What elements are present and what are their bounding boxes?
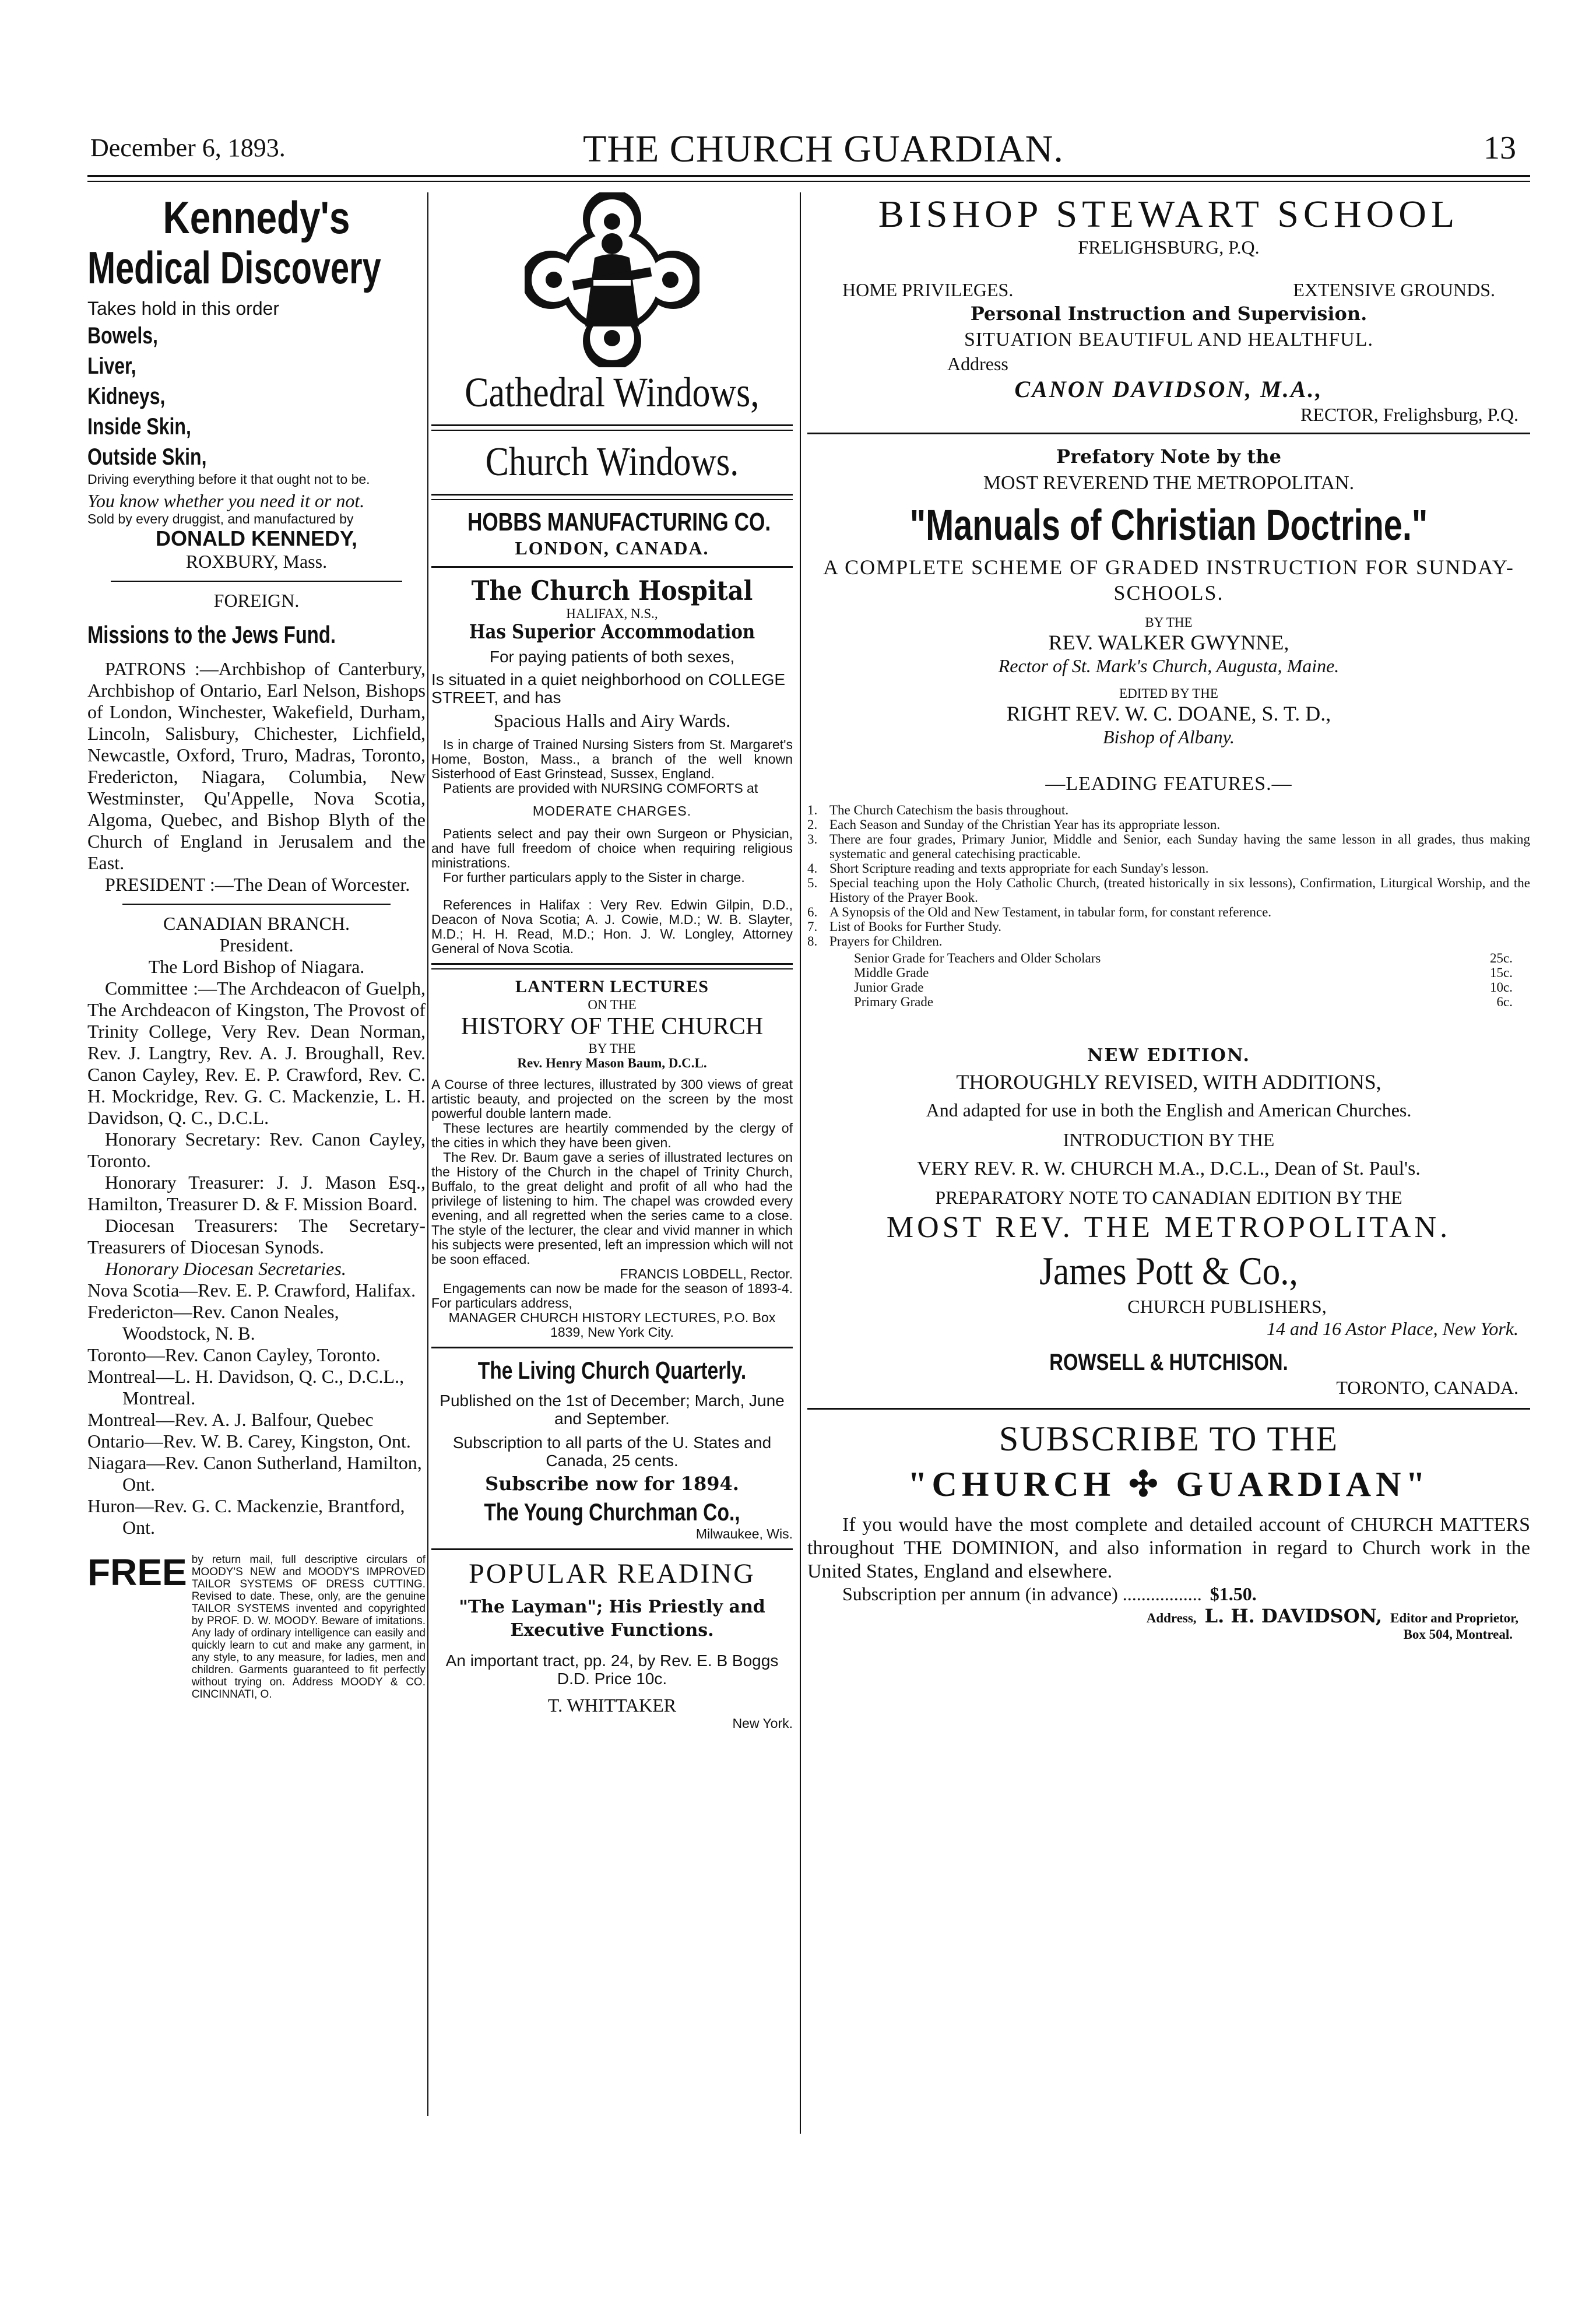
complete-scheme: A COMPLETE SCHEME OF GRADED INSTRUCTION FOR SUNDAY-SCHOOLS. bbox=[823, 556, 1514, 605]
committee-text: Committee :—The Archdeacon of Guelph, The Archdeacon of Kingston, The Provost of Trinity College, Very Rev. Dean Norman, Rev. J. Langtry, Rev. A. J. Broughall, Rev. Canon Cayley, Rev. E. P. Crawford, Rev. C. H. Mockridge, Rev. G. C. Mackenzie, L. H. Davidson, Q. C., D.C.L. bbox=[87, 978, 426, 1128]
diocesan-treasurers: Diocesan Treasurers: The Secretary-Treasurers of Diocesan Synods. bbox=[87, 1215, 426, 1257]
kennedy-subtitle: Medical Discovery bbox=[87, 242, 381, 293]
school-location: FRELIGHSBURG, P.Q. bbox=[1078, 237, 1260, 258]
column-rule-1 bbox=[427, 192, 428, 2116]
price-value: 15c. bbox=[1490, 965, 1513, 980]
divider bbox=[431, 494, 793, 500]
kennedy-intro: Takes hold in this order bbox=[87, 298, 280, 319]
divider bbox=[431, 1347, 793, 1348]
albany: Bishop of Albany. bbox=[1102, 726, 1235, 747]
subscription-line bbox=[842, 1583, 1530, 1605]
lecture-baum-text: The Rev. Dr. Baum gave a series of illustrated lectures on the History of the Church in the chapel of Trinity Church, Buffalo, to the great delight and profit of all who had the privilege of listening to him. The chapel was crowded every evening, and all regretted when the series came to a close. The style of the lecturer, the clear and vivid manner in which his subjects were presented, left an impression which will not be soon effaced. bbox=[431, 1150, 793, 1267]
secretary-entry: Toronto—Rev. Canon Cayley, Toronto. bbox=[87, 1344, 381, 1365]
young-churchman: The Young Churchman Co., bbox=[484, 1498, 740, 1526]
walker-gwynne: REV. WALKER GWYNNE, bbox=[1048, 631, 1289, 654]
lecture-lobdell: FRANCIS LOBDELL, Rector. bbox=[620, 1266, 793, 1281]
price-grade: Senior Grade for Teachers and Older Scholars bbox=[854, 951, 1101, 965]
rowsell-location: TORONTO, CANADA. bbox=[1336, 1377, 1518, 1398]
manuals-title: "Manuals of Christian Doctrine." bbox=[909, 501, 1428, 549]
kennedy-item: Outside Skin, bbox=[87, 444, 207, 470]
issue-date: December 6, 1893. bbox=[90, 134, 286, 162]
feature-text: Prayers for Children. bbox=[829, 934, 943, 948]
school-address-label: Address bbox=[947, 353, 1008, 374]
lecture-engage: Engagements can now be made for the season of 1893-4. For particulars address, bbox=[431, 1281, 793, 1311]
column-2 bbox=[431, 192, 793, 1731]
feature-number: 5. bbox=[807, 876, 818, 890]
price-row bbox=[807, 965, 1513, 980]
price-value: 25c. bbox=[1490, 951, 1513, 965]
quarterly-published: Published on the 1st of December; March, June and September. bbox=[440, 1392, 785, 1428]
prefatory-note: Prefatory Note by the bbox=[1056, 445, 1281, 468]
price-grade: Primary Grade bbox=[854, 995, 934, 1009]
hobbs-company: HOBBS MANUFACTURING CO. bbox=[467, 508, 771, 536]
personal-instruction: Personal Instruction and Supervision. bbox=[970, 303, 1368, 325]
lecture-commended: These lectures are heartily commended by the clergy of the cities in which they have been given. bbox=[431, 1120, 793, 1150]
canadian-heading: CANADIAN BRANCH. bbox=[163, 913, 350, 934]
kennedy-item: Kidneys, bbox=[87, 384, 166, 409]
kennedy-title: Kennedy's bbox=[163, 192, 350, 243]
president-text: PRESIDENT :—The Dean of Worcester. bbox=[105, 874, 410, 895]
feature-number: 4. bbox=[807, 861, 818, 876]
rowsell-hutchison: ROWSELL & HUTCHISON. bbox=[1049, 1350, 1288, 1375]
secretary-entry: Montreal—L. H. Davidson, Q. C., D.C.L., Montreal. bbox=[87, 1366, 405, 1408]
kennedy-know: You know whether you need it or not. bbox=[87, 490, 365, 511]
davidson-name: L. H. DAVIDSON, bbox=[1204, 1605, 1382, 1627]
divider bbox=[807, 433, 1530, 434]
layman-title: "The Layman"; His Priestly and Executive Functions. bbox=[459, 1597, 765, 1640]
whittaker-location: New York. bbox=[732, 1716, 793, 1731]
column-rule-2 bbox=[800, 192, 801, 2134]
free-ad-head: FREE bbox=[87, 1551, 187, 1593]
lantern-by-the: BY THE bbox=[588, 1041, 636, 1056]
canon-davidson: CANON DAVIDSON, M.A., bbox=[1014, 376, 1323, 402]
thoroughly-revised: THOROUGHLY REVISED, WITH ADDITIONS, bbox=[956, 1070, 1381, 1094]
hospital-comforts: Patients are provided with NURSING COMFORTS at bbox=[443, 781, 758, 796]
hospital-city: HALIFAX, N.S., bbox=[566, 606, 658, 621]
feature-text: Short Scripture reading and texts appropriate for each Sunday's lesson. bbox=[829, 861, 1209, 876]
free-ad bbox=[87, 1551, 426, 1701]
manuals-by: BY THE bbox=[1145, 615, 1193, 630]
hospital-accommodation: Has Superior Accommodation bbox=[469, 620, 755, 644]
popular-reading: POPULAR READING bbox=[469, 1558, 755, 1589]
hon-secretary: Honorary Secretary: Rev. Canon Cayley, Toronto. bbox=[87, 1129, 426, 1171]
price-value: 10c. bbox=[1490, 980, 1513, 995]
introduction-by: INTRODUCTION BY THE bbox=[1063, 1129, 1275, 1150]
kennedy-place: ROXBURY, Mass. bbox=[185, 551, 328, 572]
layman-tract: An important tract, pp. 24, by Rev. E. B Boggs D.D. Price 10c. bbox=[445, 1652, 779, 1688]
feature-text: The Church Catechism the basis throughout. bbox=[829, 803, 1069, 817]
kennedy-maker: DONALD KENNEDY, bbox=[155, 526, 358, 550]
feature-number: 2. bbox=[807, 817, 818, 832]
divider bbox=[431, 566, 793, 568]
divider bbox=[122, 904, 391, 905]
lecture-manager: MANAGER CHURCH HISTORY LECTURES, P.O. Box 1839, New York City. bbox=[448, 1310, 776, 1340]
divider bbox=[431, 424, 793, 431]
school-features bbox=[842, 279, 1495, 301]
kennedy-item: Liver, bbox=[87, 353, 136, 379]
hospital-situated: Is situated in a quiet neighborhood on COLLEGE STREET, and has bbox=[431, 670, 786, 707]
new-edition: NEW EDITION. bbox=[1087, 1045, 1250, 1066]
subscription-price: $1.50. bbox=[1210, 1583, 1257, 1604]
adapted-churches: And adapted for use in both the English and American Churches. bbox=[926, 1099, 1412, 1120]
gwynne-role: Rector of St. Mark's Church, Augusta, Maine. bbox=[998, 655, 1340, 676]
subscription-label: Subscription per annum (in advance) ................. bbox=[842, 1583, 1202, 1604]
subscribe-info: If you would have the most complete and detailed account of CHURCH MATTERS throughout THE DOMINION, and also information in regard to Church work in the United States, England and elsewhere. bbox=[807, 1514, 1530, 1582]
feature-item bbox=[807, 876, 1530, 905]
feature-number: 3. bbox=[807, 832, 818, 846]
free-ad-text: by return mail, full descriptive circulars of MOODY'S NEW and MOODY'S IMPROVED TAILOR SYSTEMS OF DRESS CUTTING. Revised to date. These, only, are the genuine TAILOR SYSTEMS invented and copyrighted by PROF. D. W. MOODY. Beware of imitations. Any lady of ordinary intelligence can easily and quickly learn to cut and make any garment, in any style, to any measure, for ladies, men and children. Garments guaranteed to fit perfectly without trying on. Address MOODY & CO. CINCINNATI, O. bbox=[191, 1554, 426, 1701]
hospital-select: Patients select and pay their own Surgeon or Physician, and have full freedom of choice when requiring religious ministrations. bbox=[431, 826, 793, 870]
feature-text: List of Books for Further Study. bbox=[829, 919, 1001, 934]
hospital-further: For further particulars apply to the Sister in charge. bbox=[443, 870, 745, 885]
church-guardian-title: "CHURCH ✣ GUARDIAN" bbox=[908, 1465, 1430, 1503]
school-rector: RECTOR, Frelighsburg, P.Q. bbox=[1300, 404, 1518, 425]
lecture-course: A Course of three lectures, illustrated by 300 views of great artistic beauty, and projected on the screen by the most powerful double lantern made. bbox=[431, 1077, 793, 1121]
james-pott: James Pott & Co., bbox=[1039, 1249, 1298, 1293]
young-location: Milwaukee, Wis. bbox=[695, 1526, 793, 1541]
preparatory-note: PREPARATORY NOTE TO CANADIAN EDITION BY THE bbox=[935, 1187, 1402, 1208]
divider bbox=[807, 1408, 1530, 1410]
home-privileges: HOME PRIVILEGES. bbox=[842, 279, 1014, 300]
feature-text: Each Season and Sunday of the Christian Year has its appropriate lesson. bbox=[829, 817, 1221, 832]
history-of-church: HISTORY OF THE CHURCH bbox=[460, 1013, 764, 1040]
davidson-box: Box 504, Montreal. bbox=[1403, 1627, 1513, 1642]
kennedy-ad bbox=[87, 192, 426, 572]
feature-item bbox=[807, 832, 1530, 861]
page-number: 13 bbox=[1483, 130, 1516, 166]
feature-item bbox=[807, 861, 1530, 876]
whittaker: T. WHITTAKER bbox=[547, 1695, 677, 1716]
most-rev-metropolitan: MOST REV. THE METROPOLITAN. bbox=[886, 1211, 1451, 1244]
very-rev-church: VERY REV. R. W. CHURCH M.A., D.C.L., Dean of St. Paul's. bbox=[917, 1158, 1421, 1179]
president-name: The Lord Bishop of Niagara. bbox=[148, 956, 365, 977]
pott-address: 14 and 16 Astor Place, New York. bbox=[1266, 1318, 1518, 1339]
doane: RIGHT REV. W. C. DOANE, S. T. D., bbox=[1006, 702, 1331, 725]
features-list bbox=[807, 803, 1530, 948]
church-publishers: CHURCH PUBLISHERS, bbox=[1127, 1296, 1327, 1317]
price-grade: Junior Grade bbox=[854, 980, 924, 995]
hospital-charge: Is in charge of Trained Nursing Sisters from St. Margaret's Home, Boston, Mass., a branch of the well known Sisterhood of East Grinstead, Sussex, England. bbox=[431, 737, 793, 781]
feature-number: 6. bbox=[807, 905, 818, 919]
rev-baum: Rev. Henry Mason Baum, D.C.L. bbox=[517, 1056, 707, 1070]
price-row bbox=[807, 980, 1513, 995]
feature-item bbox=[807, 905, 1530, 919]
cathedral-windows: Cathedral Windows, bbox=[465, 369, 760, 416]
feature-number: 1. bbox=[807, 803, 818, 817]
missions-heading: Missions to the Jews Fund. bbox=[87, 621, 336, 648]
lantern-lectures: LANTERN LECTURES bbox=[515, 977, 709, 996]
feature-number: 8. bbox=[807, 934, 818, 948]
divider bbox=[431, 1548, 793, 1550]
church-windows: Church Windows. bbox=[485, 440, 739, 484]
hon-treasurer: Honorary Treasurer: J. J. Mason Esq., Hamilton, Treasurer D. & F. Mission Board. bbox=[87, 1172, 426, 1214]
hospital-patients: For paying patients of both sexes, bbox=[489, 648, 735, 666]
patrons-text: PATRONS :—Archbishop of Canterbury, Archbishop of Ontario, Earl Nelson, Bishops of London, Winchester, Wakefield, Durham, Lincoln, Salisbury, Chichester, Lichfield, Newcastle, Oxford, Truro, Madras, Toronto, Fredericton, Niagara, Columbia, New Westminster, Qu'Appelle, Nova Scotia, Algoma, Quebec, and Bishop Blyth of the Church of England in Jerusalem and the East. bbox=[87, 658, 426, 873]
extensive-grounds: EXTENSIVE GROUNDS. bbox=[1293, 279, 1495, 300]
column-3 bbox=[807, 192, 1530, 1642]
kennedy-item: Inside Skin, bbox=[87, 414, 191, 440]
stained-glass-emblem-icon bbox=[525, 192, 699, 367]
price-row bbox=[807, 951, 1513, 965]
living-church-quarterly: The Living Church Quarterly. bbox=[477, 1357, 747, 1384]
header-rule-bottom bbox=[87, 181, 1530, 182]
secretary-entry: Nova Scotia—Rev. E. P. Crawford, Halifax. bbox=[87, 1280, 416, 1301]
address-label: Address, bbox=[1146, 1611, 1197, 1625]
davidson-role: Editor and Proprietor, bbox=[1390, 1611, 1518, 1625]
church-hospital-title: The Church Hospital bbox=[471, 575, 753, 606]
price-grade: Middle Grade bbox=[854, 965, 929, 980]
hobbs-location: LONDON, CANADA. bbox=[515, 538, 709, 558]
feature-item bbox=[807, 934, 1530, 948]
feature-text: There are four grades, Primary Junior, Middle and Senior, each Sunday having the same lesson in all grades, thus making systematic and general catechising practicable. bbox=[829, 832, 1530, 861]
hon-diocesan-secretaries: Honorary Diocesan Secretaries. bbox=[105, 1258, 346, 1279]
divider bbox=[111, 581, 402, 582]
most-reverend: MOST REVEREND THE METROPOLITAN. bbox=[983, 472, 1355, 494]
kennedy-sold: Sold by every druggist, and manufactured by bbox=[87, 511, 354, 526]
secretary-entry: Montreal—Rev. A. J. Balfour, Quebec bbox=[87, 1409, 374, 1430]
manuals-edited: EDITED BY THE bbox=[1119, 686, 1218, 701]
price-list bbox=[807, 951, 1513, 1009]
feature-item bbox=[807, 803, 1530, 817]
hospital-references: References in Halifax : Very Rev. Edwin Gilpin, D.D., Deacon of Nova Scotia; A. J. Cowie, M.D.; W. B. Slayter, M.D.; H. H. Read, M.D.; Hon. J. W. Longley, Attorney General of Nova Scotia. bbox=[431, 897, 793, 956]
president-label: President. bbox=[219, 935, 294, 955]
column-1 bbox=[87, 192, 426, 1701]
price-value: 6c. bbox=[1496, 995, 1513, 1009]
hospital-moderate: MODERATE CHARGES. bbox=[532, 803, 692, 818]
leading-features: —LEADING FEATURES.— bbox=[1045, 773, 1292, 795]
secretary-entry: Ontario—Rev. W. B. Carey, Kingston, Ont. bbox=[87, 1431, 411, 1452]
feature-number: 7. bbox=[807, 919, 818, 934]
foreign-heading: FOREIGN. bbox=[213, 590, 300, 611]
header-rule-top bbox=[87, 175, 1530, 177]
subscribe-heading: SUBSCRIBE TO THE bbox=[999, 1420, 1339, 1458]
address-line bbox=[807, 1605, 1518, 1627]
divider bbox=[431, 963, 793, 969]
kennedy-item: Bowels, bbox=[87, 323, 158, 349]
subscribe-1894: Subscribe now for 1894. bbox=[485, 1473, 739, 1495]
school-situation: SITUATION BEAUTIFUL AND HEALTHFUL. bbox=[964, 329, 1373, 350]
newspaper-title: THE CHURCH GUARDIAN. bbox=[583, 128, 1064, 170]
feature-item bbox=[807, 919, 1530, 934]
kennedy-drive: Driving everything before it that ought not to be. bbox=[87, 472, 370, 487]
hospital-spacious: Spacious Halls and Airy Wards. bbox=[493, 710, 731, 731]
feature-text: Special teaching upon the Holy Catholic Church, (treated historically in six lessons), Confirmation, Liturgical Worship, and the History of the Prayer Book. bbox=[829, 876, 1530, 905]
lantern-on-the: ON THE bbox=[588, 997, 637, 1012]
feature-item bbox=[807, 817, 1530, 832]
feature-text: A Synopsis of the Old and New Testament, in tabular form, for constant reference. bbox=[829, 905, 1272, 919]
bishop-stewart-school: BISHOP STEWART SCHOOL bbox=[878, 193, 1460, 236]
price-row bbox=[807, 995, 1513, 1009]
secretary-entry: Niagara—Rev. Canon Sutherland, Hamilton, Ont. bbox=[87, 1452, 422, 1495]
quarterly-subscription: Subscription to all parts of the U. States and Canada, 25 cents. bbox=[452, 1434, 772, 1470]
secretary-entry: Huron—Rev. G. C. Mackenzie, Brantford, Ont. bbox=[87, 1495, 405, 1538]
secretary-entry: Fredericton—Rev. Canon Neales, Woodstock, N. B. bbox=[87, 1301, 339, 1344]
